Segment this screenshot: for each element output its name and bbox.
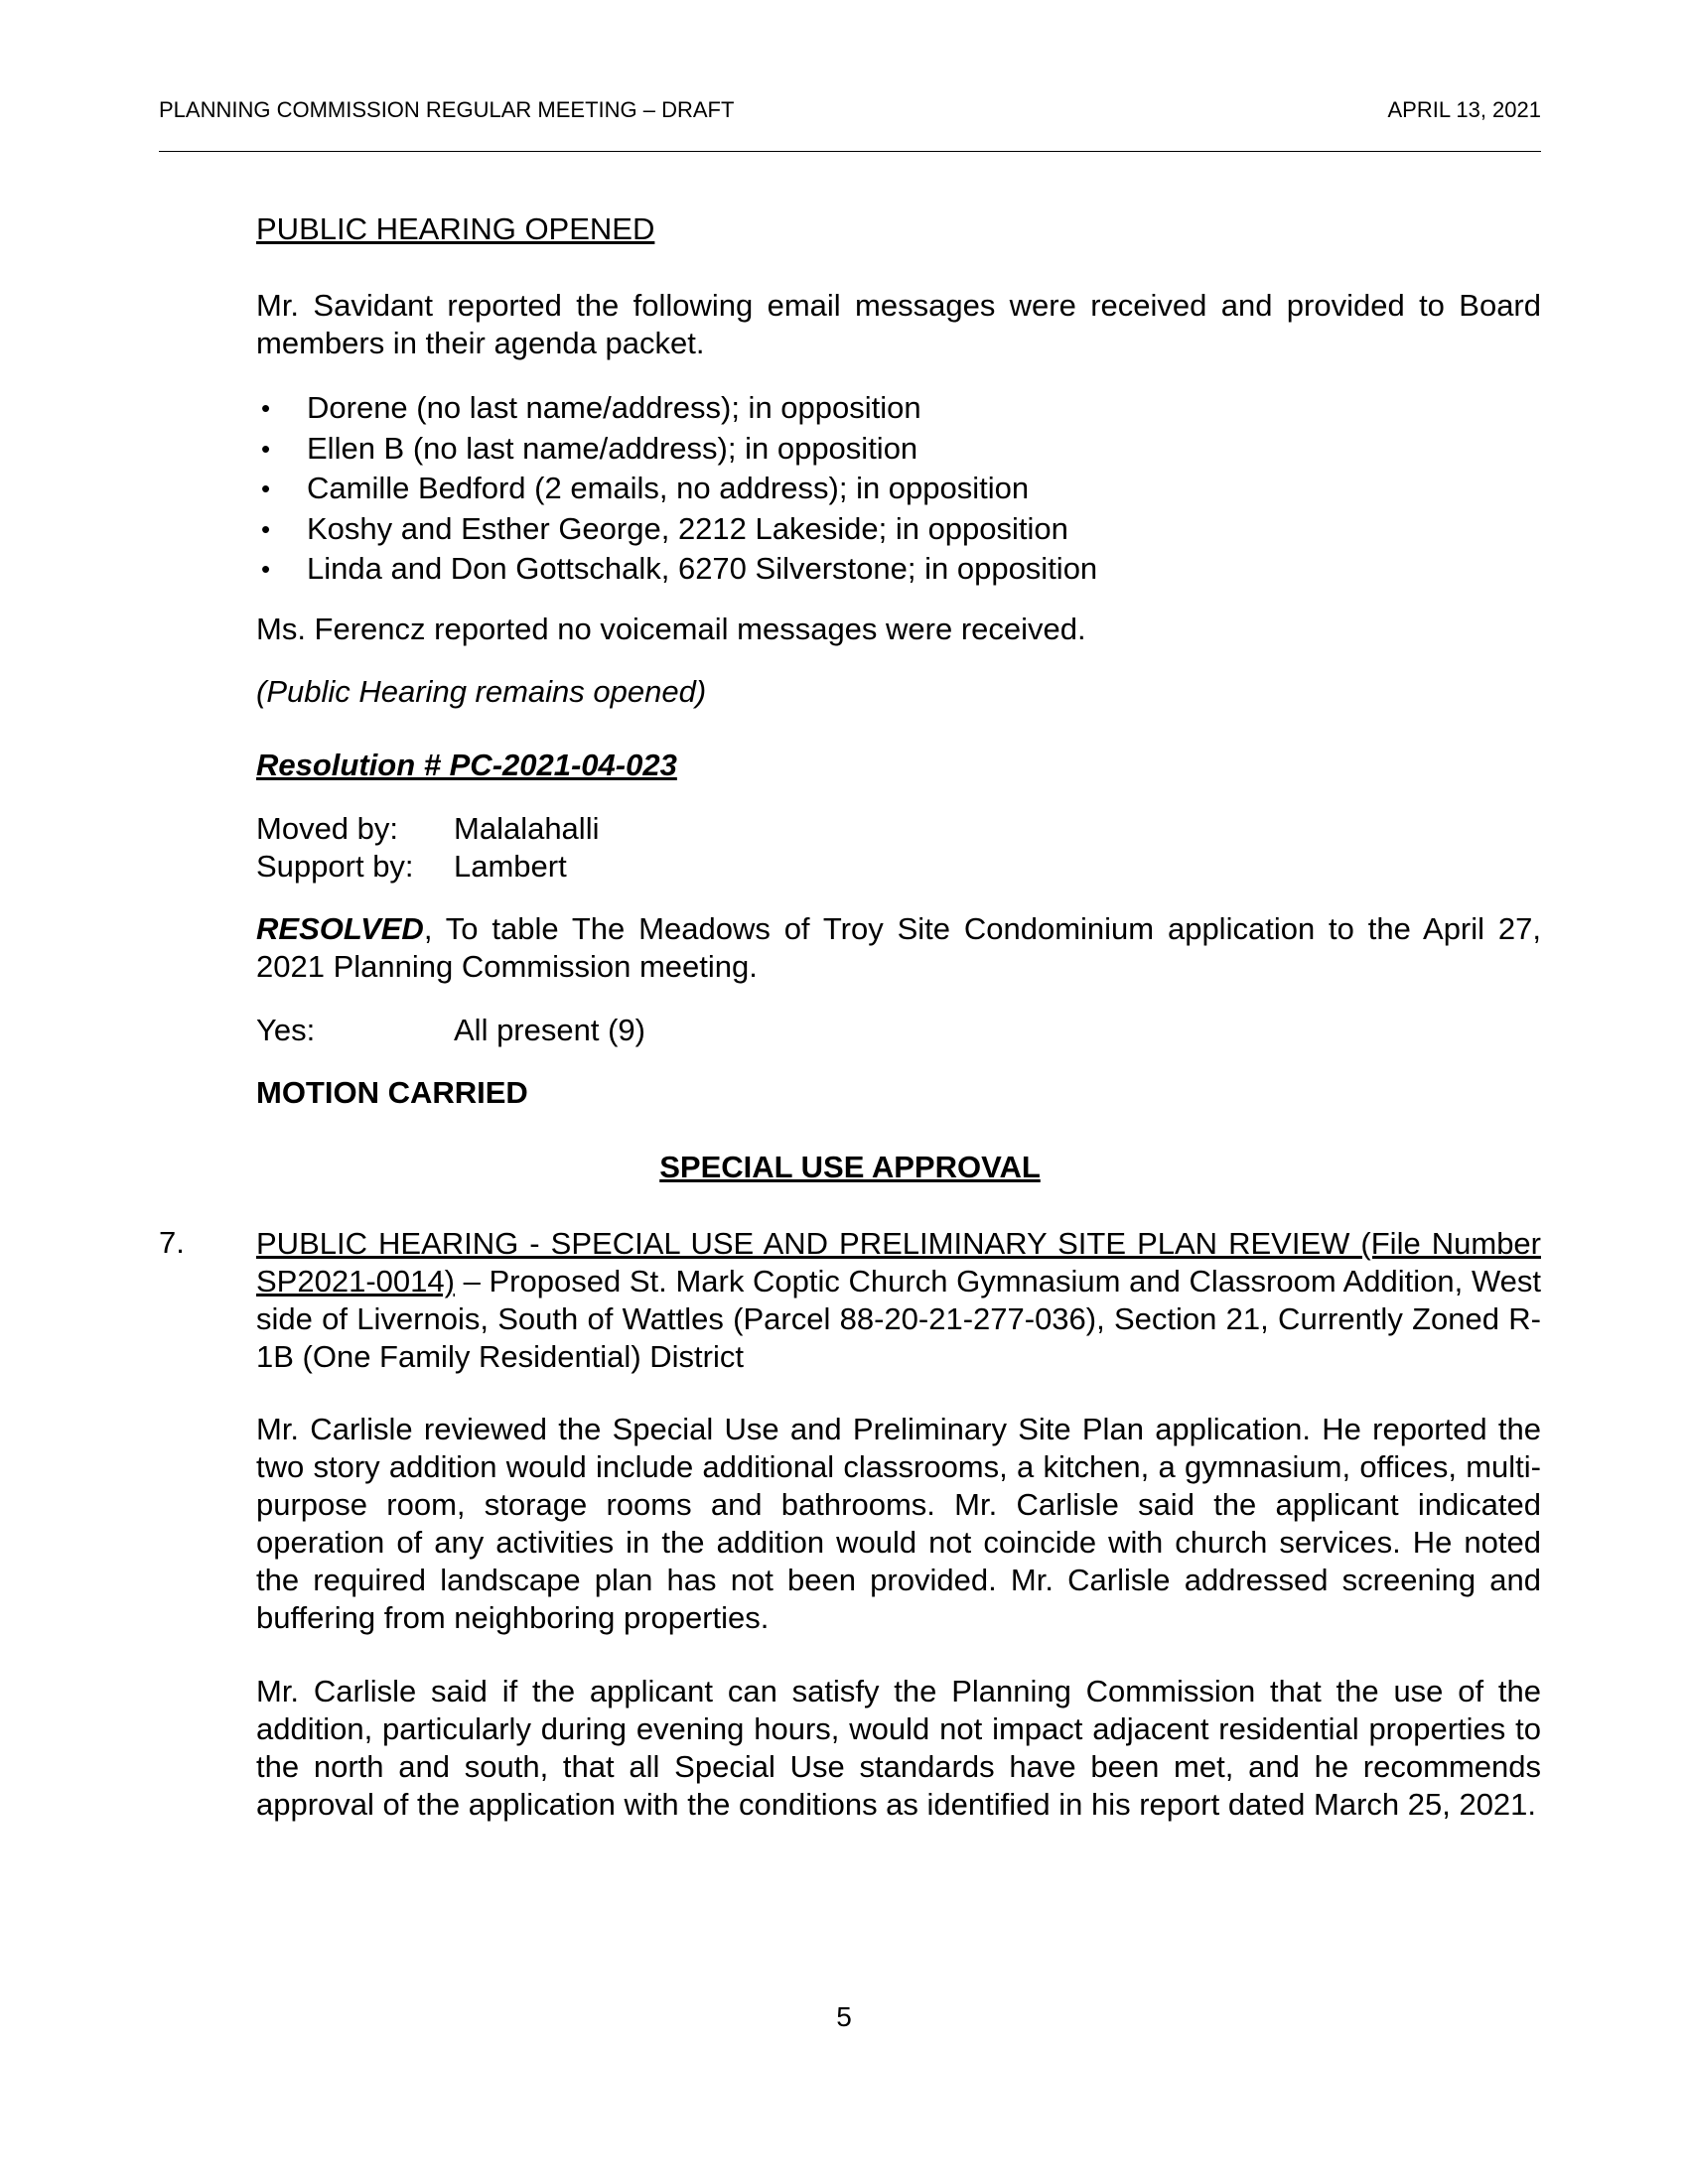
motion-result: MOTION CARRIED	[256, 1075, 528, 1110]
item7-title-underlined: PUBLIC HEARING - SPECIAL USE AND PRELIMINARY SITE PLAN REVIEW (File Number SP2021-0014)	[256, 1226, 1541, 1298]
resolved-word: RESOLVED	[256, 911, 424, 946]
moved-by-value: Malalahalli	[454, 811, 600, 846]
moved-by-label: Moved by:	[256, 811, 399, 846]
email-list-item: • Dorene (no last name/address); in opposition	[256, 388, 1541, 429]
page-number: 5	[836, 2001, 852, 2032]
carlisle-recommendation-paragraph: Mr. Carlisle said if the applicant can satisfy the Planning Commission that the use of the addition, particularly during evening hours, would not impact adjacent residential properties to the north and south, that all Special Use standards have been met, and he recommends approval of the application with the conditions as identified in his report dated March 25, 2021.	[256, 1674, 1541, 1822]
support-by-row	[256, 848, 1541, 886]
yes-label: Yes:	[256, 1013, 316, 1047]
savidant-report: Mr. Savidant reported the following email messages were received and provided to Board members in their agenda packet.	[256, 288, 1541, 360]
resolved-text: RESOLVED, To table The Meadows of Troy Site Condominium application to the April 27, 2021 Planning Commission meeting.	[256, 911, 1541, 984]
moved-by-row	[256, 810, 1541, 848]
page-header	[159, 97, 1541, 152]
section-heading: SPECIAL USE APPROVAL	[659, 1150, 1041, 1184]
item-number: 7.	[159, 1225, 185, 1260]
yes-value: All present (9)	[454, 1013, 645, 1047]
resolution-title: Resolution # PC-2021-04-023	[256, 748, 677, 782]
email-list-item: • Camille Bedford (2 emails, no address); in opposition	[256, 469, 1541, 509]
ferencz-report: Ms. Ferencz reported no voicemail messages were received.	[256, 612, 1086, 646]
email-list-item: • Linda and Don Gottschalk, 6270 Silverstone; in opposition	[256, 549, 1541, 590]
hearing-remains-note: (Public Hearing remains opened)	[256, 674, 707, 709]
header-meeting-title: PLANNING COMMISSION REGULAR MEETING – DRAFT	[159, 97, 735, 122]
email-list	[256, 388, 1541, 590]
vote-row	[256, 1012, 1541, 1049]
motion-details	[256, 810, 1541, 886]
support-by-label: Support by:	[256, 849, 414, 884]
email-list-item: • Ellen B (no last name/address); in opposition	[256, 429, 1541, 470]
header-date: APRIL 13, 2021	[1387, 97, 1541, 122]
carlisle-review-paragraph: Mr. Carlisle reviewed the Special Use and Preliminary Site Plan application. He reported the two story addition would include additional classrooms, a kitchen, a gymnasium, offices, multi-purpose room, storage rooms and bathrooms. Mr. Carlisle said the applicant indicated operation of any activities in the addition would not coincide with church services. He noted the required landscape plan has not been provided. Mr. Carlisle addressed screening and buffering from neighboring properties.	[256, 1412, 1541, 1635]
email-list-item: • Koshy and Esther George, 2212 Lakeside; in opposition	[256, 509, 1541, 550]
support-by-value: Lambert	[454, 849, 567, 884]
item7-title: PUBLIC HEARING - SPECIAL USE AND PRELIMINARY SITE PLAN REVIEW (File Number SP2021-0014) – Proposed St. Mark Coptic Church Gymnasium and Classroom Addition, West side of Livernois, South of Wattles (Parcel 88-20-21-277-036), Section 21, Currently Zoned R-1B (One Family Residential) District	[256, 1226, 1541, 1374]
hearing-opened-heading: PUBLIC HEARING OPENED	[256, 211, 655, 246]
